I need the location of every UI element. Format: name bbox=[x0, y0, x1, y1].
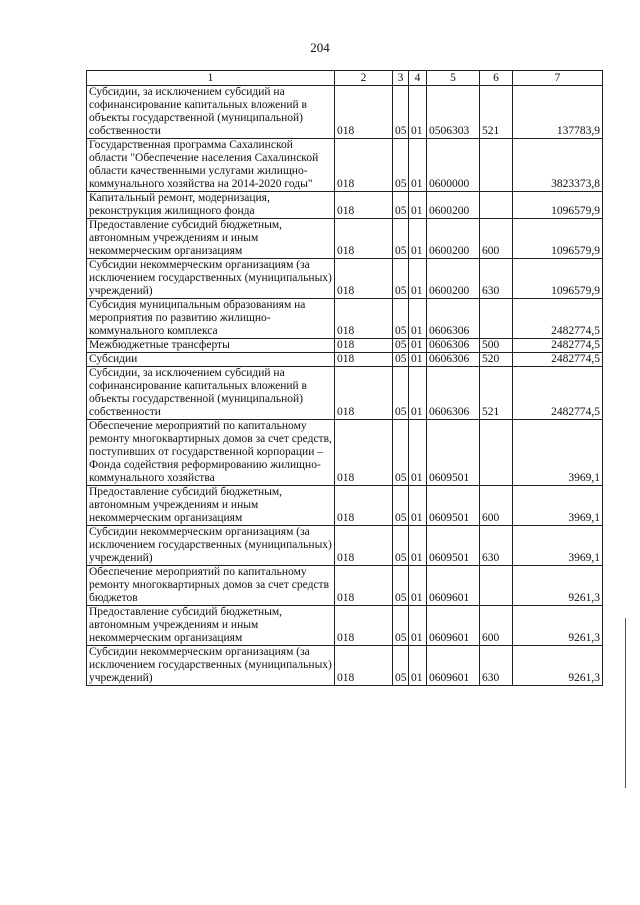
ministry-code-cell: 018 bbox=[335, 526, 393, 566]
expense-type-cell bbox=[480, 299, 513, 339]
subsection-code-cell: 01 bbox=[409, 420, 427, 486]
ministry-code-cell: 018 bbox=[335, 646, 393, 686]
expense-type-cell: 630 bbox=[480, 526, 513, 566]
subsection-code-cell: 01 bbox=[409, 566, 427, 606]
ministry-code-cell: 018 bbox=[335, 139, 393, 192]
expense-type-cell: 600 bbox=[480, 606, 513, 646]
header-cell: 5 bbox=[427, 71, 480, 86]
target-article-cell: 0606306 bbox=[427, 367, 480, 420]
amount-cell: 2482774,5 bbox=[513, 339, 603, 353]
expense-type-cell: 600 bbox=[480, 219, 513, 259]
amount-cell: 3969,1 bbox=[513, 420, 603, 486]
amount-cell: 9261,3 bbox=[513, 566, 603, 606]
ministry-code-cell: 018 bbox=[335, 299, 393, 339]
header-cell: 7 bbox=[513, 71, 603, 86]
row-name-cell: Предоставление субсидий бюджетным, автономным учреждениям и иным некоммерческим организациям bbox=[87, 606, 335, 646]
table-row bbox=[87, 526, 603, 566]
subsection-code-cell: 01 bbox=[409, 646, 427, 686]
row-name-cell: Обеспечение мероприятий по капитальному ремонту многоквартирных домов за счет средств, поступивших от государственной корпорации – Фонда содействия реформированию жилищно-коммунального хозяйства bbox=[87, 420, 335, 486]
row-name-cell: Субсидия муниципальным образованиям на мероприятия по развитию жилищно-коммунального комплекса bbox=[87, 299, 335, 339]
target-article-cell: 0600200 bbox=[427, 192, 480, 219]
expense-type-cell: 630 bbox=[480, 646, 513, 686]
ministry-code-cell: 018 bbox=[335, 219, 393, 259]
row-name-cell: Капитальный ремонт, модернизация, реконструкция жилищного фонда bbox=[87, 192, 335, 219]
table-row bbox=[87, 367, 603, 420]
expense-type-cell bbox=[480, 566, 513, 606]
ministry-code-cell: 018 bbox=[335, 353, 393, 367]
row-name-cell: Предоставление субсидий бюджетным, автономным учреждениям и иным некоммерческим организациям bbox=[87, 486, 335, 526]
section-code-cell: 05 bbox=[393, 139, 409, 192]
amount-cell: 1096579,9 bbox=[513, 192, 603, 219]
target-article-cell: 0600200 bbox=[427, 219, 480, 259]
target-article-cell: 0606306 bbox=[427, 339, 480, 353]
section-code-cell: 05 bbox=[393, 259, 409, 299]
target-article-cell: 0609501 bbox=[427, 486, 480, 526]
table-row bbox=[87, 353, 603, 367]
subsection-code-cell: 01 bbox=[409, 86, 427, 139]
ministry-code-cell: 018 bbox=[335, 86, 393, 139]
scan-edge-mark bbox=[625, 618, 626, 788]
table-row bbox=[87, 566, 603, 606]
subsection-code-cell: 01 bbox=[409, 259, 427, 299]
amount-cell: 9261,3 bbox=[513, 646, 603, 686]
ministry-code-cell: 018 bbox=[335, 606, 393, 646]
target-article-cell: 0609601 bbox=[427, 646, 480, 686]
target-article-cell: 0609501 bbox=[427, 526, 480, 566]
ministry-code-cell: 018 bbox=[335, 566, 393, 606]
subsection-code-cell: 01 bbox=[409, 139, 427, 192]
row-name-cell: Межбюджетные трансферты bbox=[87, 339, 335, 353]
table-row bbox=[87, 259, 603, 299]
subsection-code-cell: 01 bbox=[409, 606, 427, 646]
row-name-cell: Предоставление субсидий бюджетным, автономным учреждениям и иным некоммерческим организациям bbox=[87, 219, 335, 259]
table-row bbox=[87, 606, 603, 646]
subsection-code-cell: 01 bbox=[409, 367, 427, 420]
ministry-code-cell: 018 bbox=[335, 259, 393, 299]
table-row bbox=[87, 339, 603, 353]
subsection-code-cell: 01 bbox=[409, 192, 427, 219]
subsection-code-cell: 01 bbox=[409, 526, 427, 566]
section-code-cell: 05 bbox=[393, 367, 409, 420]
expense-type-cell: 520 bbox=[480, 353, 513, 367]
section-code-cell: 05 bbox=[393, 219, 409, 259]
row-name-cell: Субсидии bbox=[87, 353, 335, 367]
target-article-cell: 0609601 bbox=[427, 566, 480, 606]
table-row bbox=[87, 219, 603, 259]
header-cell: 3 bbox=[393, 71, 409, 86]
amount-cell: 3969,1 bbox=[513, 526, 603, 566]
row-name-cell: Обеспечение мероприятий по капитальному ремонту многоквартирных домов за счет средств бюджетов bbox=[87, 566, 335, 606]
table-row bbox=[87, 86, 603, 139]
amount-cell: 137783,9 bbox=[513, 86, 603, 139]
expense-type-cell bbox=[480, 420, 513, 486]
section-code-cell: 05 bbox=[393, 192, 409, 219]
subsection-code-cell: 01 bbox=[409, 339, 427, 353]
target-article-cell: 0609601 bbox=[427, 606, 480, 646]
amount-cell: 3969,1 bbox=[513, 486, 603, 526]
section-code-cell: 05 bbox=[393, 606, 409, 646]
expense-type-cell bbox=[480, 192, 513, 219]
ministry-code-cell: 018 bbox=[335, 339, 393, 353]
table-row bbox=[87, 139, 603, 192]
section-code-cell: 05 bbox=[393, 299, 409, 339]
target-article-cell: 0609501 bbox=[427, 420, 480, 486]
amount-cell: 2482774,5 bbox=[513, 299, 603, 339]
table-row bbox=[87, 420, 603, 486]
row-name-cell: Субсидии, за исключением субсидий на софинансирование капитальных вложений в объекты государственной (муниципальной) собственности bbox=[87, 367, 335, 420]
target-article-cell: 0506303 bbox=[427, 86, 480, 139]
header-cell: 1 bbox=[87, 71, 335, 86]
expense-type-cell: 500 bbox=[480, 339, 513, 353]
target-article-cell: 0600000 bbox=[427, 139, 480, 192]
row-name-cell: Субсидии, за исключением субсидий на софинансирование капитальных вложений в объекты государственной (муниципальной) собственности bbox=[87, 86, 335, 139]
amount-cell: 2482774,5 bbox=[513, 353, 603, 367]
amount-cell: 3823373,8 bbox=[513, 139, 603, 192]
section-code-cell: 05 bbox=[393, 486, 409, 526]
amount-cell: 9261,3 bbox=[513, 606, 603, 646]
row-name-cell: Субсидии некоммерческим организациям (за исключением государственных (муниципальных) учреждений) bbox=[87, 259, 335, 299]
section-code-cell: 05 bbox=[393, 353, 409, 367]
target-article-cell: 0600200 bbox=[427, 259, 480, 299]
row-name-cell: Государственная программа Сахалинской области "Обеспечение населения Сахалинской области качественными услугами жилищно-коммунального хозяйства на 2014-2020 годы" bbox=[87, 139, 335, 192]
ministry-code-cell: 018 bbox=[335, 420, 393, 486]
amount-cell: 1096579,9 bbox=[513, 259, 603, 299]
ministry-code-cell: 018 bbox=[335, 192, 393, 219]
budget-table bbox=[86, 70, 603, 686]
expense-type-cell: 521 bbox=[480, 367, 513, 420]
expense-type-cell: 521 bbox=[480, 86, 513, 139]
table-row bbox=[87, 299, 603, 339]
subsection-code-cell: 01 bbox=[409, 353, 427, 367]
expense-type-cell: 600 bbox=[480, 486, 513, 526]
section-code-cell: 05 bbox=[393, 566, 409, 606]
section-code-cell: 05 bbox=[393, 86, 409, 139]
header-cell: 6 bbox=[480, 71, 513, 86]
expense-type-cell: 630 bbox=[480, 259, 513, 299]
page-number: 204 bbox=[310, 40, 330, 55]
amount-cell: 1096579,9 bbox=[513, 219, 603, 259]
section-code-cell: 05 bbox=[393, 339, 409, 353]
row-name-cell: Субсидии некоммерческим организациям (за исключением государственных (муниципальных) учреждений) bbox=[87, 526, 335, 566]
header-cell: 2 bbox=[335, 71, 393, 86]
amount-cell: 2482774,5 bbox=[513, 367, 603, 420]
table-row bbox=[87, 192, 603, 219]
target-article-cell: 0606306 bbox=[427, 299, 480, 339]
ministry-code-cell: 018 bbox=[335, 367, 393, 420]
table-row bbox=[87, 486, 603, 526]
table-header-row bbox=[87, 71, 603, 86]
expense-type-cell bbox=[480, 139, 513, 192]
row-name-cell: Субсидии некоммерческим организациям (за исключением государственных (муниципальных) учреждений) bbox=[87, 646, 335, 686]
header-cell: 4 bbox=[409, 71, 427, 86]
section-code-cell: 05 bbox=[393, 646, 409, 686]
section-code-cell: 05 bbox=[393, 526, 409, 566]
table-row bbox=[87, 646, 603, 686]
section-code-cell: 05 bbox=[393, 420, 409, 486]
ministry-code-cell: 018 bbox=[335, 486, 393, 526]
target-article-cell: 0606306 bbox=[427, 353, 480, 367]
subsection-code-cell: 01 bbox=[409, 486, 427, 526]
subsection-code-cell: 01 bbox=[409, 299, 427, 339]
subsection-code-cell: 01 bbox=[409, 219, 427, 259]
